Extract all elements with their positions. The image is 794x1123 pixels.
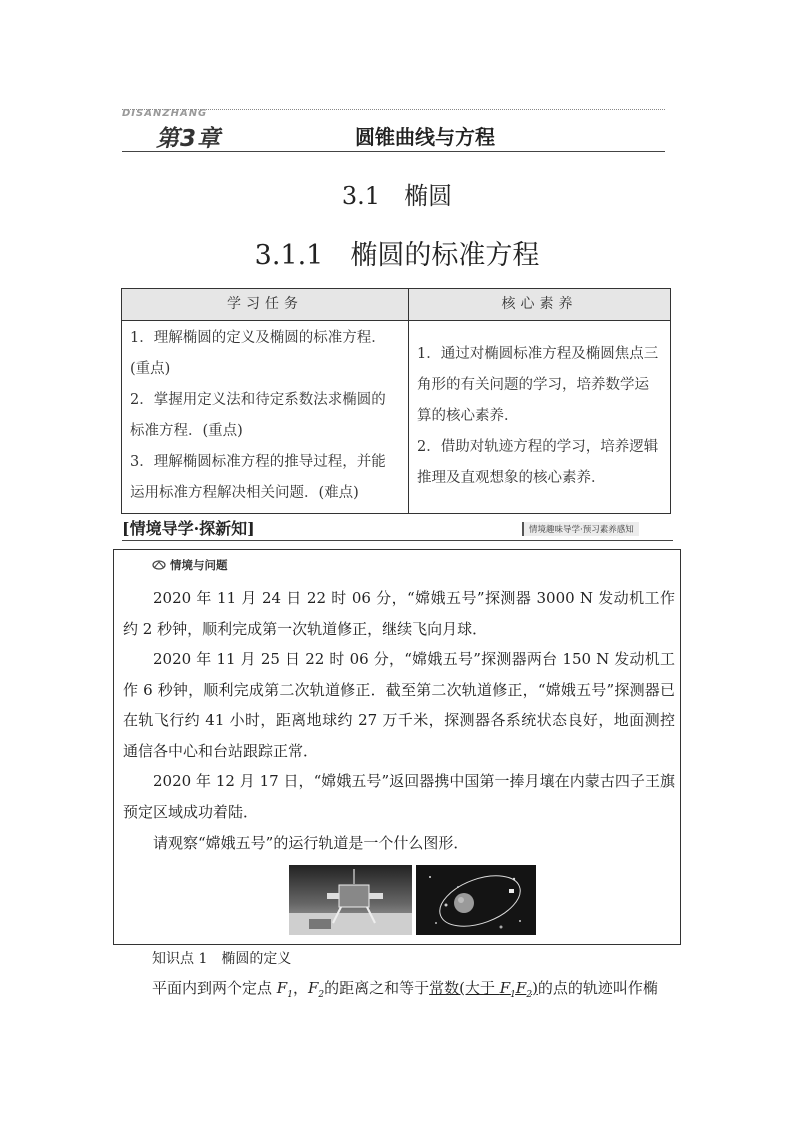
- task-item: 1．理解椭圆的定义及椭圆的标准方程．(重点): [130, 330, 386, 377]
- chapter-title: 圆锥曲线与方程: [355, 125, 495, 149]
- section-bar-rule: [122, 540, 673, 541]
- task-item: 2．掌握用定义法和待定系数法求椭圆的标准方程．(重点): [130, 392, 386, 439]
- f2-subscript: 2: [526, 990, 533, 1000]
- chapter-number: 第3章: [156, 126, 222, 152]
- definition-text: [152, 977, 658, 1000]
- definition-underlined: [429, 979, 538, 1000]
- section-bar-title: [情境导学·探新知]: [122, 519, 255, 538]
- f2-symbol: F: [515, 979, 527, 997]
- learning-table: [121, 288, 671, 514]
- f2-subscript: 2: [318, 990, 325, 1000]
- close-paren: ): [532, 979, 538, 997]
- section-title: 3.1 椭圆: [341, 182, 453, 210]
- task-item: 3．理解椭圆标准方程的推导过程，并能运用标准方程解决相关问题．(难点): [130, 454, 386, 501]
- header-bottom-rule: [122, 151, 665, 152]
- chapter-pinyin: DISANZHANG: [122, 108, 208, 119]
- orbit-photo: [416, 865, 536, 935]
- f1-symbol: F: [499, 979, 511, 997]
- lander-photo: [289, 865, 412, 935]
- definition-prefix: 平面内到两个定点: [152, 979, 277, 997]
- f2-symbol: F: [307, 979, 319, 997]
- definition-suffix: 的点的轨迹叫作椭: [537, 979, 658, 997]
- competency-item: 2．借助对轨迹方程的学习，培养逻辑推理及直观想象的核心素养．: [417, 438, 659, 486]
- table-header-tasks: 学习任务: [122, 289, 409, 321]
- f1-symbol: F: [276, 979, 288, 997]
- subsection-title: 3.1.1 椭圆的标准方程: [254, 240, 540, 271]
- situation-icon: [152, 559, 166, 571]
- competency-item: 1．通过对椭圆标准方程及椭圆焦点三角形的有关问题的学习，培养数学运算的核心素养．: [417, 345, 659, 424]
- table-header-competencies: 核心素养: [409, 289, 671, 321]
- comma: ，: [292, 979, 308, 997]
- f1-subscript: 1: [287, 990, 293, 1000]
- situation-paragraph: 2020 年 11 月 24 日 22 时 06 分，“嫦娥五号”探测器 3000 N 发动机工作约 2 秒钟，顺利完成第一次轨道修正，继续飞向月球．: [123, 589, 675, 638]
- section-bar-tag: 情境趣味导学·预习素养感知: [522, 522, 639, 536]
- constant-text: 常数(大于: [429, 979, 500, 997]
- situation-paragraph: 2020 年 12 月 17 日，“嫦娥五号”返回器携中国第一捧月壤在内蒙古四子王旗预定区域成功着陆．: [123, 772, 675, 821]
- definition-mid: 的距离之和等于: [324, 979, 430, 997]
- tasks-cell: [122, 321, 409, 514]
- situation-paragraph: 2020 年 11 月 25 日 22 时 06 分，“嫦娥五号”探测器两台 150 N 发动机工作 6 秒钟，顺利完成第二次轨道修正．截至第二次轨道修正，“嫦娥五号”探测器已在轨飞行约 41 小时，距离地球约 27 万千米，探测器各系统状态良好，地面测控通信各中心和台站跟踪正常．: [123, 650, 675, 760]
- situation-label: 情境与问题: [170, 558, 228, 572]
- competencies-cell: [409, 321, 671, 514]
- f1-subscript: 1: [510, 990, 516, 1000]
- knowledge-point-label: 知识点 1 椭圆的定义: [152, 951, 292, 967]
- situation-paragraph: 请观察“嫦娥五号”的运行轨道是一个什么图形．: [153, 834, 469, 852]
